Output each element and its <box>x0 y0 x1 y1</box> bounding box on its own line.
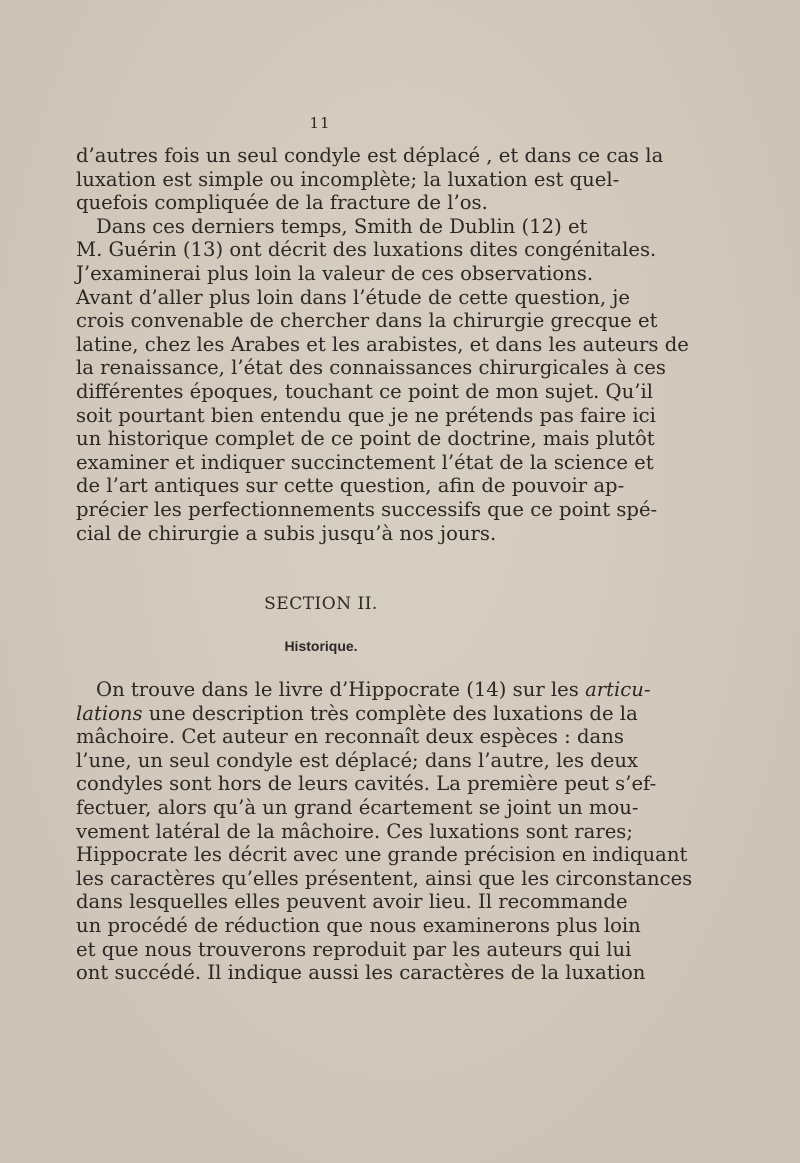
text-line <box>76 678 651 702</box>
italic-term: articu- <box>585 678 651 701</box>
text-line: d’autres fois un seul condyle est déplacé , et dans ce cas la <box>76 144 664 167</box>
text-line: quefois compliquée de la fracture de l’os. <box>76 191 488 215</box>
text-line: ont succédé. Il indique aussi les caractères de la luxation <box>76 961 646 985</box>
text-block-bottom <box>76 678 693 985</box>
section-title: SECTION II. <box>264 594 378 614</box>
paragraph-2 <box>76 214 689 545</box>
paragraph-3 <box>76 678 693 985</box>
text-line: luxation est simple ou incomplète; la luxation est quel- <box>76 167 620 191</box>
text-line: dans lesquelles elles peuvent avoir lieu. Il recommande <box>76 890 628 914</box>
text-line: Avant d’aller plus loin dans l’étude de cette question, je <box>76 285 630 309</box>
text-line: crois convenable de chercher dans la chirurgie grecque et <box>76 309 658 333</box>
text-line: de l’art antiques sur cette question, afin de pouvoir ap- <box>76 474 625 498</box>
text-line: Hippocrate les décrit avec une grande précision en indiquant <box>76 843 688 867</box>
text-line: latine, chez les Arabes et les arabistes, et dans les auteurs de <box>76 332 689 356</box>
text-line: M. Guérin (13) ont décrit des luxations dites congénitales. <box>76 238 657 262</box>
text-line: la renaissance, l’état des connaissances chirurgicales à ces <box>76 356 666 380</box>
text-line: différentes époques, touchant ce point de mon sujet. Qu’il <box>76 379 653 403</box>
text-block-top <box>76 144 689 545</box>
text-line: les caractères qu’elles présentent, ainsi que les circonstances <box>76 866 693 890</box>
text-line: condyles sont hors de leurs cavités. La première peut s’ef- <box>76 772 657 796</box>
text-line: et que nous trouverons reproduit par les auteurs qui lui <box>76 937 632 961</box>
text-line: un historique complet de ce point de doctrine, mais plutôt <box>76 427 655 451</box>
text-line: Dans ces derniers temps, Smith de Dublin (12) et <box>96 214 588 238</box>
page-number: 11 <box>309 114 331 132</box>
text-line: fectuer, alors qu’à un grand écartement se joint un mou- <box>76 795 639 819</box>
text-line: soit pourtant bien entendu que je ne prétends pas faire ici <box>76 403 656 427</box>
text-line: vement latéral de la mâchoire. Ces luxations sont rares; <box>76 819 633 843</box>
text-line: cial de chirurgie a subis jusqu’à nos jours. <box>76 521 497 545</box>
italic-term: lations <box>76 701 143 725</box>
text-line: l’une, un seul condyle est déplacé; dans l’autre, les deux <box>76 748 639 772</box>
paragraph-1 <box>76 144 664 215</box>
text-line: précier les perfectionnements successifs que ce point spé- <box>76 497 658 521</box>
text-run: une description très complète des luxations de la <box>142 701 638 725</box>
text-line: examiner et indiquer succinctement l’état de la science et <box>76 450 654 474</box>
text-line <box>76 701 638 726</box>
text-line: un procédé de réduction que nous examinerons plus loin <box>76 913 641 937</box>
text-line: J’examinerai plus loin la valeur de ces observations. <box>76 261 594 285</box>
text-line: mâchoire. Cet auteur en reconnaît deux espèces : dans <box>76 725 624 749</box>
text-run: On trouve dans le livre d’Hippocrate (14) sur les <box>96 678 586 701</box>
section-subtitle: Historique. <box>284 638 358 654</box>
